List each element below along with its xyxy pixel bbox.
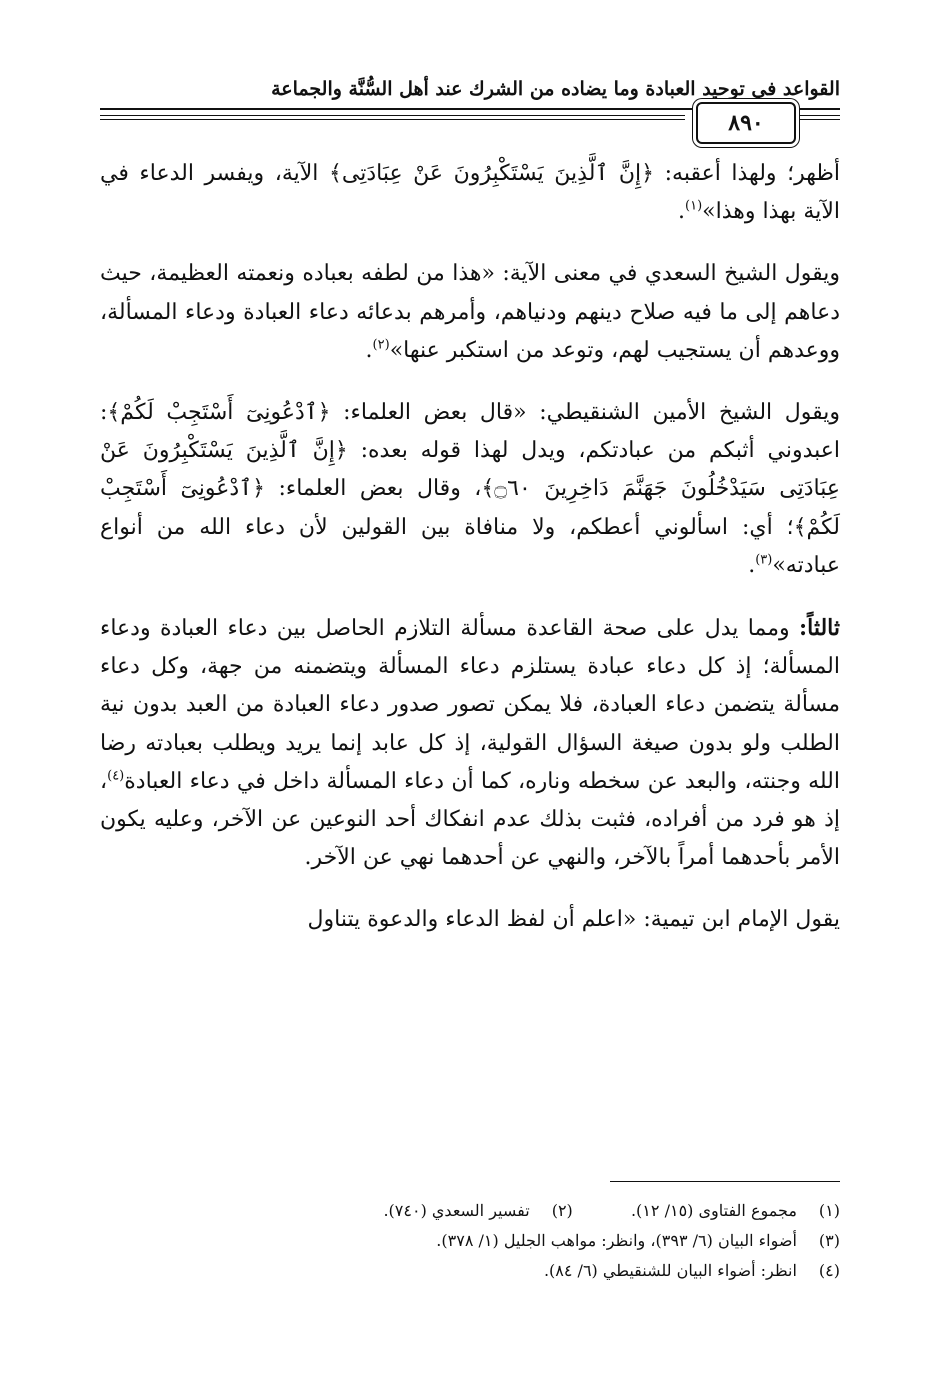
footnote-line (100, 1256, 840, 1286)
paragraph-lead: ثالثاً: (799, 615, 840, 642)
main-text (100, 155, 840, 964)
paragraph-text: ويقول الشيخ السعدي في معنى الآية: «هذا من لطفه بعباده ونعمته العظيمة، حيث دعاهم إلى ما فيه صلاح دينهم ودنياهم، وأمرهم بدعائه دعاء العبادة ودعاء المسألة، ووعدهم أن يستجيب لهم، وتوعد من استكبر عنها» (100, 261, 840, 363)
footnote-line (100, 1226, 840, 1256)
paragraph-text: أظهر؛ ولهذا أعقبه: ﴿إِنَّ ٱلَّذِينَ يَسْتَكْبِرُونَ عَنْ عِبَادَتِى﴾ الآية، ويفسر الدعاء في الآية بهذا وهذا» (100, 161, 840, 225)
header-title: القواعد في توحيد العبادة وما يضاده من الشرك عند أهل السُّنَّة والجماعة (271, 78, 840, 100)
paragraph-text: ومما يدل على صحة القاعدة مسألة التلازم الحاصل بين دعاء العبادة ودعاء المسألة؛ إذ كل دعاء عبادة يستلزم دعاء المسألة ويتضمنه من جهة، وكل دعاء مسألة يتضمن دعاء العبادة، فلا يمكن تصور صدور دعاء العبادة من العبد بدون نية الطلب ولو بدون صيغة السؤال القولية، إذ كل عابد إنما يريد ويطلب بعبادته رضا الله وجنته، والبعد عن سخطه وناره، كما أن دعاء المسألة داخل في دعاء العبادة (100, 616, 841, 794)
header-rule-right-upper (800, 115, 840, 116)
footnote-separator (610, 1181, 840, 1182)
footnote-number: (٤) (818, 1261, 840, 1280)
paragraph-5 (100, 901, 840, 939)
footnote-number: (١) (818, 1201, 840, 1220)
header-rule-right-lower (800, 119, 840, 120)
footnote-ref-4[interactable]: (٤) (107, 768, 125, 784)
footnote-ref-3[interactable]: (٣) (755, 552, 773, 568)
footnote-ref-1[interactable]: (١) (685, 198, 703, 214)
page-number: ٨٩٠ (696, 102, 796, 144)
paragraph-4 (100, 609, 840, 877)
header-rule-left-lower (100, 119, 685, 120)
footnote-text: مجموع الفتاوى (١٥/ ١٢). (630, 1201, 797, 1220)
footnote-text: تفسير السعدي (٧٤٠). (383, 1201, 530, 1220)
paragraph-text: يقول الإمام ابن تيمية: «اعلم أن لفظ الدعاء والدعوة يتناول (307, 907, 840, 933)
sentence-end: . (365, 337, 373, 363)
header-rule-left-upper (100, 115, 685, 116)
footnotes (100, 1196, 840, 1286)
footnote-number: (٣) (818, 1231, 840, 1250)
footnote-text: أضواء البيان (٦/ ٣٩٣)، وانظر: مواهب الجليل (١/ ٣٧٨). (436, 1231, 797, 1250)
paragraph-1 (100, 155, 840, 231)
footnote-text: انظر: أضواء البيان للشنقيطي (٦/ ٨٤). (543, 1261, 797, 1280)
paragraph-text-cont: ، إذ هو فرد من أفراده، فثبت بذلك عدم انفكاك أحد النوعين عن الآخر، وعليه يكون الأمر بأحدهما أمراً بالآخر، والنهي عن أحدهما نهي عن الآخر. (100, 768, 840, 871)
paragraph-text: ويقول الشيخ الأمين الشنقيطي: «قال بعض العلماء: ﴿ٱدْعُونِىٓ أَسْتَجِبْ لَكُمْ﴾: اعبدوني أثبكم من عبادتكم، ويدل لهذا قوله بعده: ﴿إِنَّ ٱلَّذِينَ يَسْتَكْبِرُونَ عَنْ عِبَادَتِى سَيَدْخُلُونَ جَهَنَّمَ دَاخِرِينَ ۝٦٠﴾، وقال بعض العلماء: ﴿ٱدْعُونِىٓ أَسْتَجِبْ لَكُمْ﴾؛ أي: اسألوني أعطكم، ولا منافاة بين القولين لأن دعاء الله من أنواع عبادته» (100, 400, 840, 578)
footnote-number: (٢) (551, 1201, 573, 1220)
sentence-end: . (748, 552, 756, 578)
paragraph-2 (100, 255, 840, 370)
footnote-ref-2[interactable]: (٢) (372, 337, 390, 353)
running-header (100, 78, 840, 148)
footnote-line (100, 1196, 840, 1226)
sentence-end: . (678, 199, 686, 225)
paragraph-3 (100, 394, 840, 585)
